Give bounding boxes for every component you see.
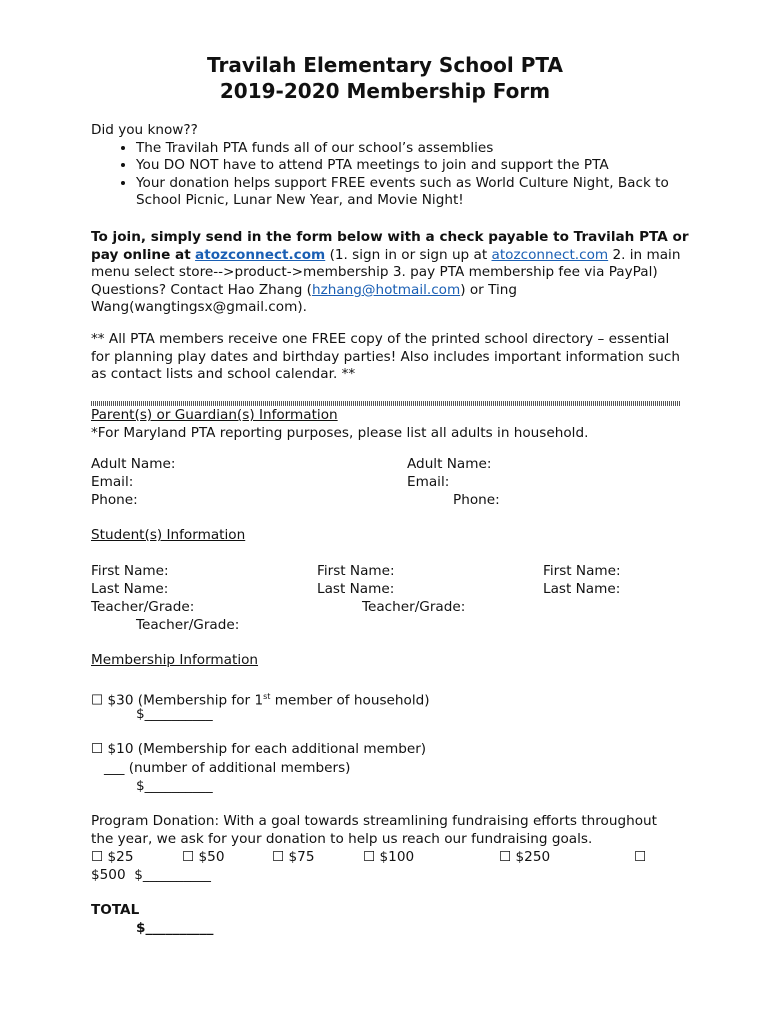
- facts-list: [91, 140, 691, 210]
- phone-label-2: Phone:: [453, 492, 500, 508]
- title-line-1: Travilah Elementary School PTA: [207, 53, 563, 77]
- teacher-grade-label-3: Teacher/Grade:: [136, 617, 240, 633]
- parents-note: *For Maryland PTA reporting purposes, please list all adults in household.: [91, 425, 589, 441]
- donation-checkbox-500[interactable]: ☐: [634, 849, 647, 865]
- donation-option-250[interactable]: [499, 849, 550, 867]
- first-name-label-3: First Name:: [543, 563, 621, 579]
- parents-heading: Parent(s) or Guardian(s) Information: [91, 407, 338, 423]
- donation-option-500: [91, 867, 211, 885]
- email-link-hzhang[interactable]: hzhang@hotmail.com: [311, 281, 461, 298]
- fact-item: • The Travilah PTA funds all of our school’s assemblies: [136, 140, 691, 158]
- join-bold-text: To join, simply send in the form below with a check payable to Travilah PTA or pay online at: [91, 229, 689, 263]
- teacher-grade-label-2: Teacher/Grade:: [362, 599, 466, 615]
- section-divider: [91, 401, 680, 406]
- donation-amount: $50: [198, 849, 225, 865]
- email-label-2: Email:: [407, 474, 450, 490]
- option-10-text: $10 (Membership for each additional member): [107, 741, 427, 757]
- donation-amount: $250: [515, 849, 551, 865]
- donation-amount: $75: [288, 849, 315, 865]
- directory-note: ** All PTA members receive one FREE copy of the printed school directory – essential for planning play dates and birthday parties! Also includes important information such as contact lists and school calendar. **: [91, 331, 681, 383]
- checkbox-icon[interactable]: ☐: [91, 849, 104, 865]
- donation-option-100[interactable]: [363, 849, 414, 867]
- first-name-label-1: First Name:: [91, 563, 169, 579]
- checkbox-30[interactable]: ☐: [91, 692, 104, 709]
- membership-heading: Membership Information: [91, 652, 259, 668]
- students-heading: Student(s) Information: [91, 527, 246, 543]
- join-text-b: 2. in main menu select store-->product->membership 3. pay PTA membership fee via PayPal) Questions? Contact Hao Zhang (: [91, 246, 681, 298]
- additional-members-count[interactable]: ___ (number of additional members): [104, 760, 351, 776]
- join-instructions: [91, 229, 691, 317]
- phone-label-1: Phone:: [91, 492, 138, 508]
- last-name-label-3: Last Name:: [543, 581, 621, 597]
- option-30-superscript: st: [263, 692, 271, 701]
- teacher-grade-label-1: Teacher/Grade:: [91, 599, 195, 615]
- join-text-a: (1. sign in or sign up at: [329, 246, 488, 263]
- membership-option-10: [91, 741, 426, 759]
- donation-amount: $100: [379, 849, 415, 865]
- donation-amount-blank[interactable]: $__________: [134, 867, 211, 883]
- checkbox-10[interactable]: ☐: [91, 741, 104, 757]
- last-name-label-2: Last Name:: [317, 581, 395, 597]
- last-name-label-1: Last Name:: [91, 581, 169, 597]
- total-label: TOTAL: [91, 902, 140, 918]
- checkbox-icon[interactable]: ☐: [272, 849, 285, 865]
- donation-option-50[interactable]: [182, 849, 224, 867]
- amount-blank-30[interactable]: $__________: [136, 706, 213, 722]
- donation-text: Program Donation: With a goal towards streamlining fundraising efforts throughout the year, we ask for your donation to help us reach our fundraising goals.: [91, 813, 657, 847]
- donation-option-75[interactable]: [272, 849, 314, 867]
- did-you-know-section: [91, 122, 691, 210]
- form-title: [0, 52, 770, 104]
- adult-name-label-1: Adult Name:: [91, 456, 176, 472]
- atozconnect-link-2[interactable]: atozconnect.com: [491, 246, 609, 263]
- donation-amount: $500: [91, 867, 126, 883]
- fact-item: • Your donation helps support FREE events such as World Culture Night, Back to School Picnic, Lunar New Year, and Movie Night!: [136, 175, 691, 210]
- adult-name-label-2: Adult Name:: [407, 456, 492, 472]
- checkbox-icon[interactable]: ☐: [499, 849, 512, 865]
- atozconnect-link-1[interactable]: atozconnect.com: [195, 246, 326, 263]
- email-label-1: Email:: [91, 474, 134, 490]
- option-30-text: $30 (Membership for 1: [107, 692, 264, 709]
- total-amount-blank[interactable]: $__________: [136, 920, 214, 936]
- donation-option-25[interactable]: [91, 849, 133, 867]
- fact-item: • You DO NOT have to attend PTA meetings to join and support the PTA: [136, 157, 691, 175]
- title-line-2: 2019-2020 Membership Form: [219, 79, 551, 103]
- first-name-label-2: First Name:: [317, 563, 395, 579]
- option-30-text-end: member of household): [270, 692, 430, 709]
- checkbox-icon[interactable]: ☐: [182, 849, 195, 865]
- join-text-c: ) or Ting Wang(wangtingsx@gmail.com).: [91, 281, 517, 316]
- did-you-know-lead: Did you know??: [91, 122, 198, 138]
- checkbox-icon[interactable]: ☐: [363, 849, 376, 865]
- amount-blank-10[interactable]: $__________: [136, 778, 213, 794]
- donation-amount: $25: [107, 849, 134, 865]
